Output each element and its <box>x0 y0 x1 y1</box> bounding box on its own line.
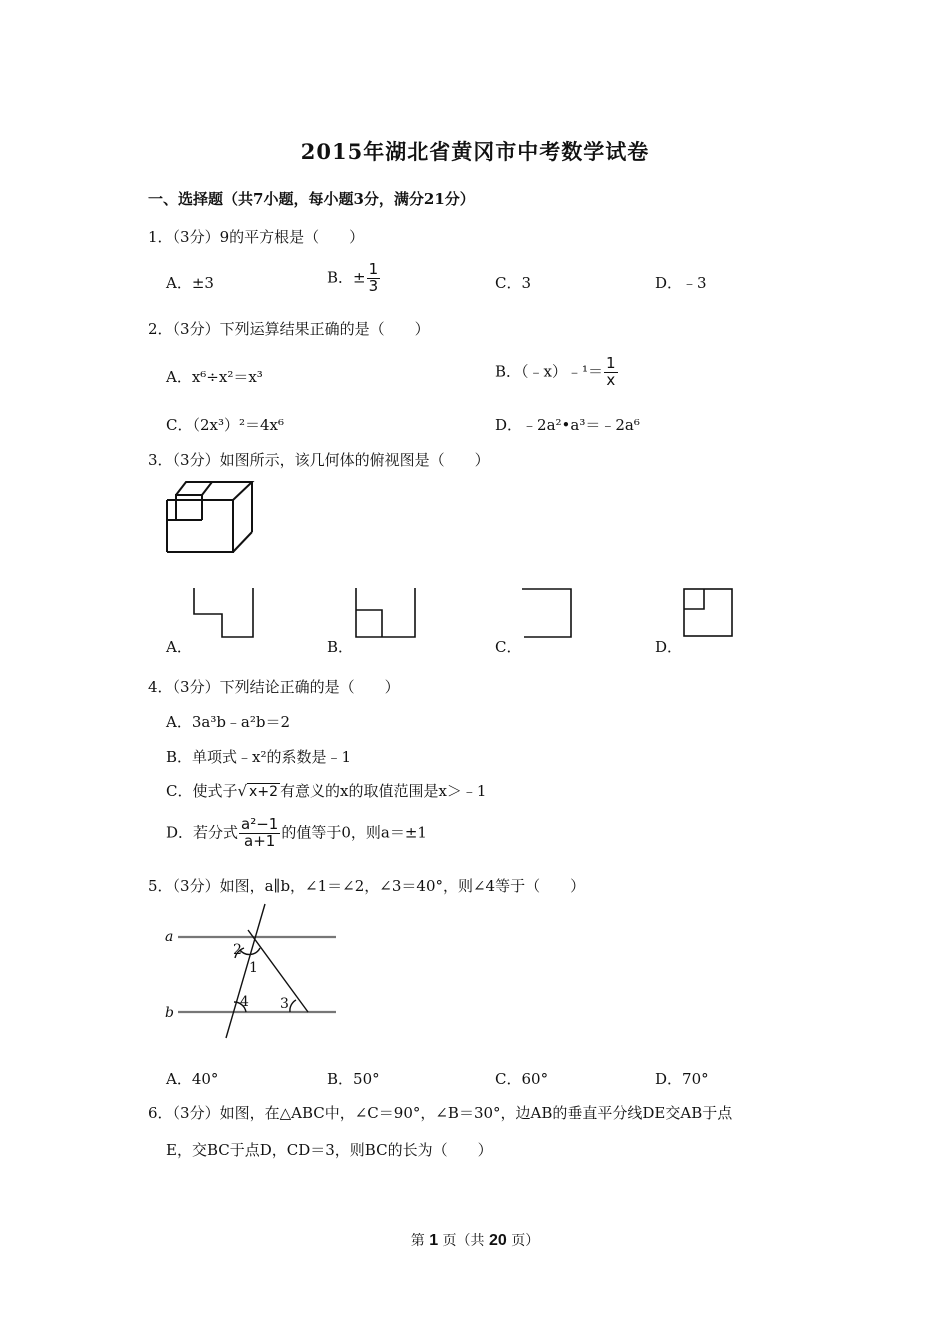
question-4-stem: 4．（3分）下列结论正确的是（ ） <box>148 678 400 696</box>
q2-option-b-prefix: B．（﹣x）﹣¹＝ <box>495 362 603 381</box>
q3-option-a: A． <box>166 638 192 656</box>
q4-option-c <box>166 780 486 801</box>
q1-option-b <box>327 262 381 295</box>
question-1-stem: 1．（3分）9的平方根是（ ） <box>148 228 365 246</box>
q1-b-numerator: 1 <box>368 260 379 278</box>
page-title: 2015年湖北省黄冈市中考数学试卷 <box>300 139 650 164</box>
footer-pre: 第 <box>410 1233 425 1249</box>
q4-option-d-prefix: D．若分式 <box>166 823 239 842</box>
question-6-line-2: E，交BC于点D，CD＝3，则BC的长为（ ） <box>166 1141 493 1159</box>
q2-option-c: C．（2x³）²＝4x⁶ <box>166 416 285 434</box>
q1-option-b-prefix: B．± <box>327 268 366 287</box>
q3-option-b: B． <box>327 638 354 656</box>
footer-page-number: 1 <box>429 1232 439 1249</box>
footer-mid: 页（共 <box>442 1233 485 1249</box>
q5-option-d: D．70° <box>655 1070 709 1088</box>
q4-c-sqrt: √ x+2 <box>237 782 278 800</box>
question-2-stem: 2．（3分）下列运算结果正确的是（ ） <box>148 320 430 338</box>
question-6-line-1: 6．（3分）如图，在△ABC中，∠C＝90°，∠B＝30°，边AB的垂直平分线DE交AB于点 <box>148 1104 733 1122</box>
q1-option-b-fraction <box>367 262 381 295</box>
q4-option-b: B．单项式﹣x²的系数是﹣1 <box>166 748 352 766</box>
q4-option-d-suffix: 的值等于0，则a＝±1 <box>281 823 427 842</box>
q4-option-a: A．3a³b﹣a²b＝2 <box>166 713 291 731</box>
q2-b-denominator: x <box>606 370 616 389</box>
q5-option-c: C．60° <box>495 1070 549 1088</box>
q1-option-d: D．﹣3 <box>655 274 707 292</box>
q5-option-b: B．50° <box>327 1070 380 1088</box>
q4-option-d <box>166 817 427 850</box>
q5-label-4: 4 <box>240 994 249 1010</box>
q3-solid-figure <box>166 480 256 555</box>
q3-option-d: D． <box>655 638 683 656</box>
q3-option-b-figure <box>355 588 417 638</box>
q2-option-a: A．x⁶÷x²＝x³ <box>166 368 263 386</box>
question-5-stem: 5．（3分）如图，a∥b，∠1＝∠2，∠3＝40°，则∠4等于（ ） <box>148 877 586 895</box>
q2-option-b-fraction <box>604 356 618 389</box>
q1-option-c: C．3 <box>495 274 532 292</box>
section-heading: 一、选择题（共7小题，每小题3分，满分21分） <box>148 190 475 208</box>
q5-label-1: 1 <box>249 960 258 976</box>
q4-d-fraction <box>239 817 280 850</box>
footer-post: 页） <box>511 1233 540 1249</box>
footer-total-pages: 20 <box>489 1232 507 1249</box>
q4-option-c-suffix: 有意义的x的取值范围是x＞﹣1 <box>279 782 487 800</box>
q5-parallel-lines-figure <box>160 902 345 1042</box>
question-3-stem: 3．（3分）如图所示，该几何体的俯视图是（ ） <box>148 451 490 469</box>
q4-d-numerator: a²−1 <box>241 815 279 833</box>
q1-b-denominator: 3 <box>368 276 379 295</box>
page-footer <box>0 1230 950 1250</box>
q5-label-a: a <box>165 929 174 945</box>
q2-b-numerator: 1 <box>606 354 616 372</box>
q4-d-denominator: a+1 <box>244 831 276 850</box>
q4-c-radicand: x+2 <box>249 784 278 800</box>
q3-option-d-figure <box>683 588 735 638</box>
q4-option-c-prefix: C．使式子 <box>166 782 238 800</box>
q1-option-a: A．±3 <box>166 274 214 292</box>
q3-option-c-figure <box>522 588 574 638</box>
q5-label-b: b <box>165 1005 174 1021</box>
q3-option-c: C． <box>495 638 522 656</box>
q2-option-d: D．﹣2a²•a³＝﹣2a⁶ <box>495 416 640 434</box>
q5-label-2: 2 <box>233 942 242 958</box>
q2-option-b <box>495 356 619 389</box>
q5-label-3: 3 <box>280 996 289 1012</box>
q3-option-a-figure <box>193 588 255 638</box>
q5-option-a: A．40° <box>166 1070 219 1088</box>
